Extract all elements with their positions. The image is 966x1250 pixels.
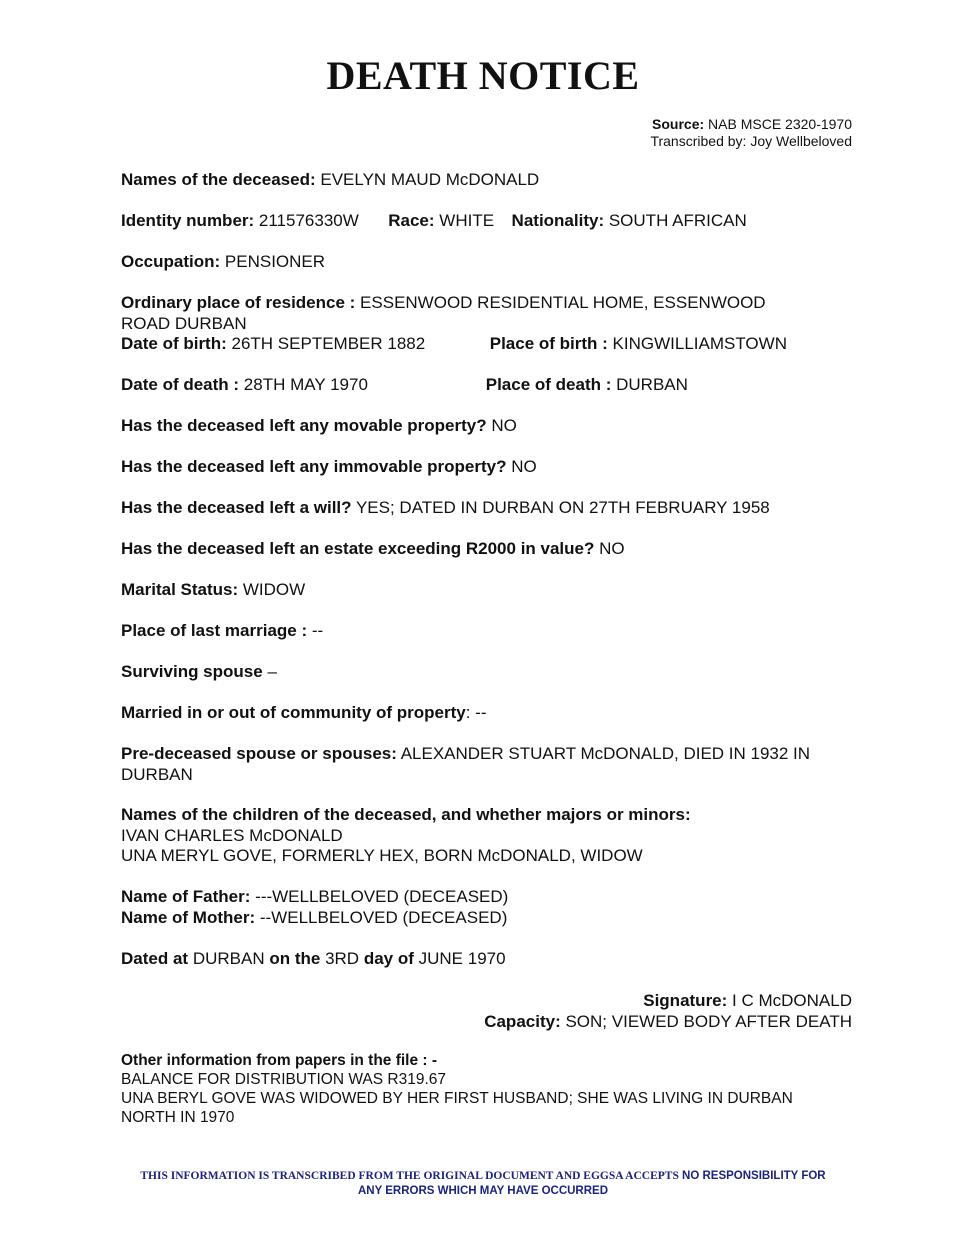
children-label: Names of the children of the deceased, and whether majors or minors:: [121, 805, 691, 824]
disclaimer-part-1: THIS INFORMATION IS TRANSCRIBED FROM THE ORIGINAL DOCUMENT AND EGGSA ACCEPTS: [140, 1170, 679, 1182]
dated-day: 3RD: [325, 949, 360, 968]
will-value: YES; DATED IN DURBAN ON 27TH FEBRUARY 1958: [355, 498, 770, 517]
identity-value: 211576330W: [258, 211, 359, 230]
identity-label: Identity number:: [121, 211, 255, 230]
transcribed-line: [650, 133, 852, 150]
death-place-value: DURBAN: [616, 375, 688, 394]
occupation-value: PENSIONER: [224, 252, 326, 271]
residence-value-2: ROAD DURBAN: [121, 313, 247, 333]
residence-row: [121, 293, 851, 355]
estate-row: [121, 539, 851, 560]
marital-row: [121, 580, 851, 601]
disclaimer-line-2: ANY ERRORS WHICH MAY HAVE OCCURRED: [357, 1185, 609, 1197]
nationality-value: SOUTH AFRICAN: [608, 211, 747, 230]
mother-label: Name of Mother:: [121, 907, 256, 927]
residence-label: Ordinary place of residence :: [121, 293, 356, 312]
identity-row: [121, 211, 851, 232]
other-info-section: [121, 1051, 861, 1127]
race-value: WHITE: [439, 211, 495, 230]
child-item: IVAN CHARLES McDONALD: [121, 825, 343, 845]
immovable-label: Has the deceased left any immovable property?: [121, 457, 507, 476]
dated-row: [121, 949, 851, 970]
signature-value: I C McDONALD: [732, 991, 852, 1010]
capacity-label: Capacity:: [484, 1012, 561, 1031]
race-label: Race:: [388, 211, 435, 230]
immovable-value: NO: [511, 457, 537, 476]
nationality-label: Nationality:: [511, 211, 605, 230]
death-date-label: Date of death :: [121, 375, 240, 394]
immovable-row: [121, 457, 851, 478]
father-value: ---WELLBELOVED (DECEASED): [255, 887, 509, 906]
child-item: UNA MERYL GOVE, FORMERLY HEX, BORN McDONALD, WIDOW: [121, 846, 643, 865]
other-info-line: UNA BERYL GOVE WAS WIDOWED BY HER FIRST HUSBAND; SHE WAS LIVING IN DURBAN: [121, 1090, 793, 1107]
source-value: NAB MSCE 2320-1970: [708, 116, 852, 132]
birth-date-label: Date of birth:: [121, 334, 227, 353]
surviving-spouse-row: [121, 662, 851, 683]
movable-value: NO: [491, 416, 517, 435]
predeceased-row: [121, 744, 851, 785]
parents-row: [121, 887, 851, 928]
dated-on-label: on the: [269, 949, 321, 968]
death-row: [121, 375, 851, 396]
disclaimer-footer: [0, 1169, 966, 1199]
deceased-name-row: [121, 170, 851, 191]
will-label: Has the deceased left a will?: [121, 498, 352, 517]
dated-day-of-label: day of: [363, 949, 414, 968]
predeceased-value: ALEXANDER STUART McDONALD, DIED IN 1932 IN: [400, 744, 811, 763]
death-date-value: 28TH MAY 1970: [243, 375, 368, 394]
death-place-label: Place of death :: [485, 375, 612, 394]
father-label: Name of Father:: [121, 887, 251, 906]
will-row: [121, 498, 851, 519]
movable-row: [121, 416, 851, 437]
mother-value: --WELLBELOVED (DECEASED): [259, 907, 508, 927]
predeceased-label: Pre-deceased spouse or spouses:: [121, 744, 397, 763]
birth-place-label: Place of birth :: [489, 334, 608, 353]
marital-value: WIDOW: [242, 580, 306, 599]
signature-row: [643, 990, 852, 1011]
estate-label: Has the deceased left an estate exceeding R2000 in value?: [121, 539, 595, 558]
source-label: Source:: [652, 116, 705, 132]
birth-place-value: KINGWILLIAMSTOWN: [612, 334, 787, 353]
capacity-value: SON; VIEWED BODY AFTER DEATH: [565, 1012, 852, 1031]
last-marriage-row: [121, 621, 851, 642]
dated-at-label: Dated at: [121, 949, 189, 968]
other-info-line: BALANCE FOR DISTRIBUTION WAS R319.67: [121, 1071, 447, 1088]
dated-month: JUNE 1970: [418, 949, 506, 968]
signature-label: Signature:: [643, 991, 728, 1010]
last-marriage-label: Place of last marriage :: [121, 621, 308, 640]
occupation-row: [121, 252, 851, 273]
source-line: [652, 116, 852, 133]
birth-date-value: 26TH SEPTEMBER 1882: [231, 334, 426, 353]
residence-value: ESSENWOOD RESIDENTIAL HOME, ESSENWOOD: [360, 293, 766, 312]
predeceased-value-2: DURBAN: [121, 764, 193, 784]
children-row: [121, 805, 851, 867]
deceased-label: Names of the deceased:: [121, 170, 316, 189]
surviving-spouse-value: –: [267, 662, 277, 681]
movable-label: Has the deceased left any movable property?: [121, 416, 487, 435]
disclaimer-part-2: NO RESPONSIBILITY FOR: [682, 1170, 826, 1182]
capacity-row: [484, 1011, 852, 1032]
estate-value: NO: [599, 539, 625, 558]
transcribed-label: Transcribed by:: [650, 133, 747, 149]
marital-label: Marital Status:: [121, 580, 239, 599]
occupation-label: Occupation:: [121, 252, 221, 271]
last-marriage-value: --: [311, 621, 324, 640]
transcribed-value: Joy Wellbeloved: [750, 133, 852, 149]
community-row: [121, 703, 851, 724]
community-label: Married in or out of community of property: [121, 703, 466, 722]
dated-place: DURBAN: [192, 949, 265, 968]
other-info-line: NORTH IN 1970: [121, 1109, 235, 1126]
surviving-spouse-label: Surviving spouse: [121, 662, 263, 681]
community-value: : --: [465, 703, 487, 722]
deceased-value: EVELYN MAUD McDONALD: [320, 170, 540, 189]
page-title: DEATH NOTICE: [326, 53, 640, 98]
other-info-label: Other information from papers in the file : -: [121, 1052, 438, 1069]
